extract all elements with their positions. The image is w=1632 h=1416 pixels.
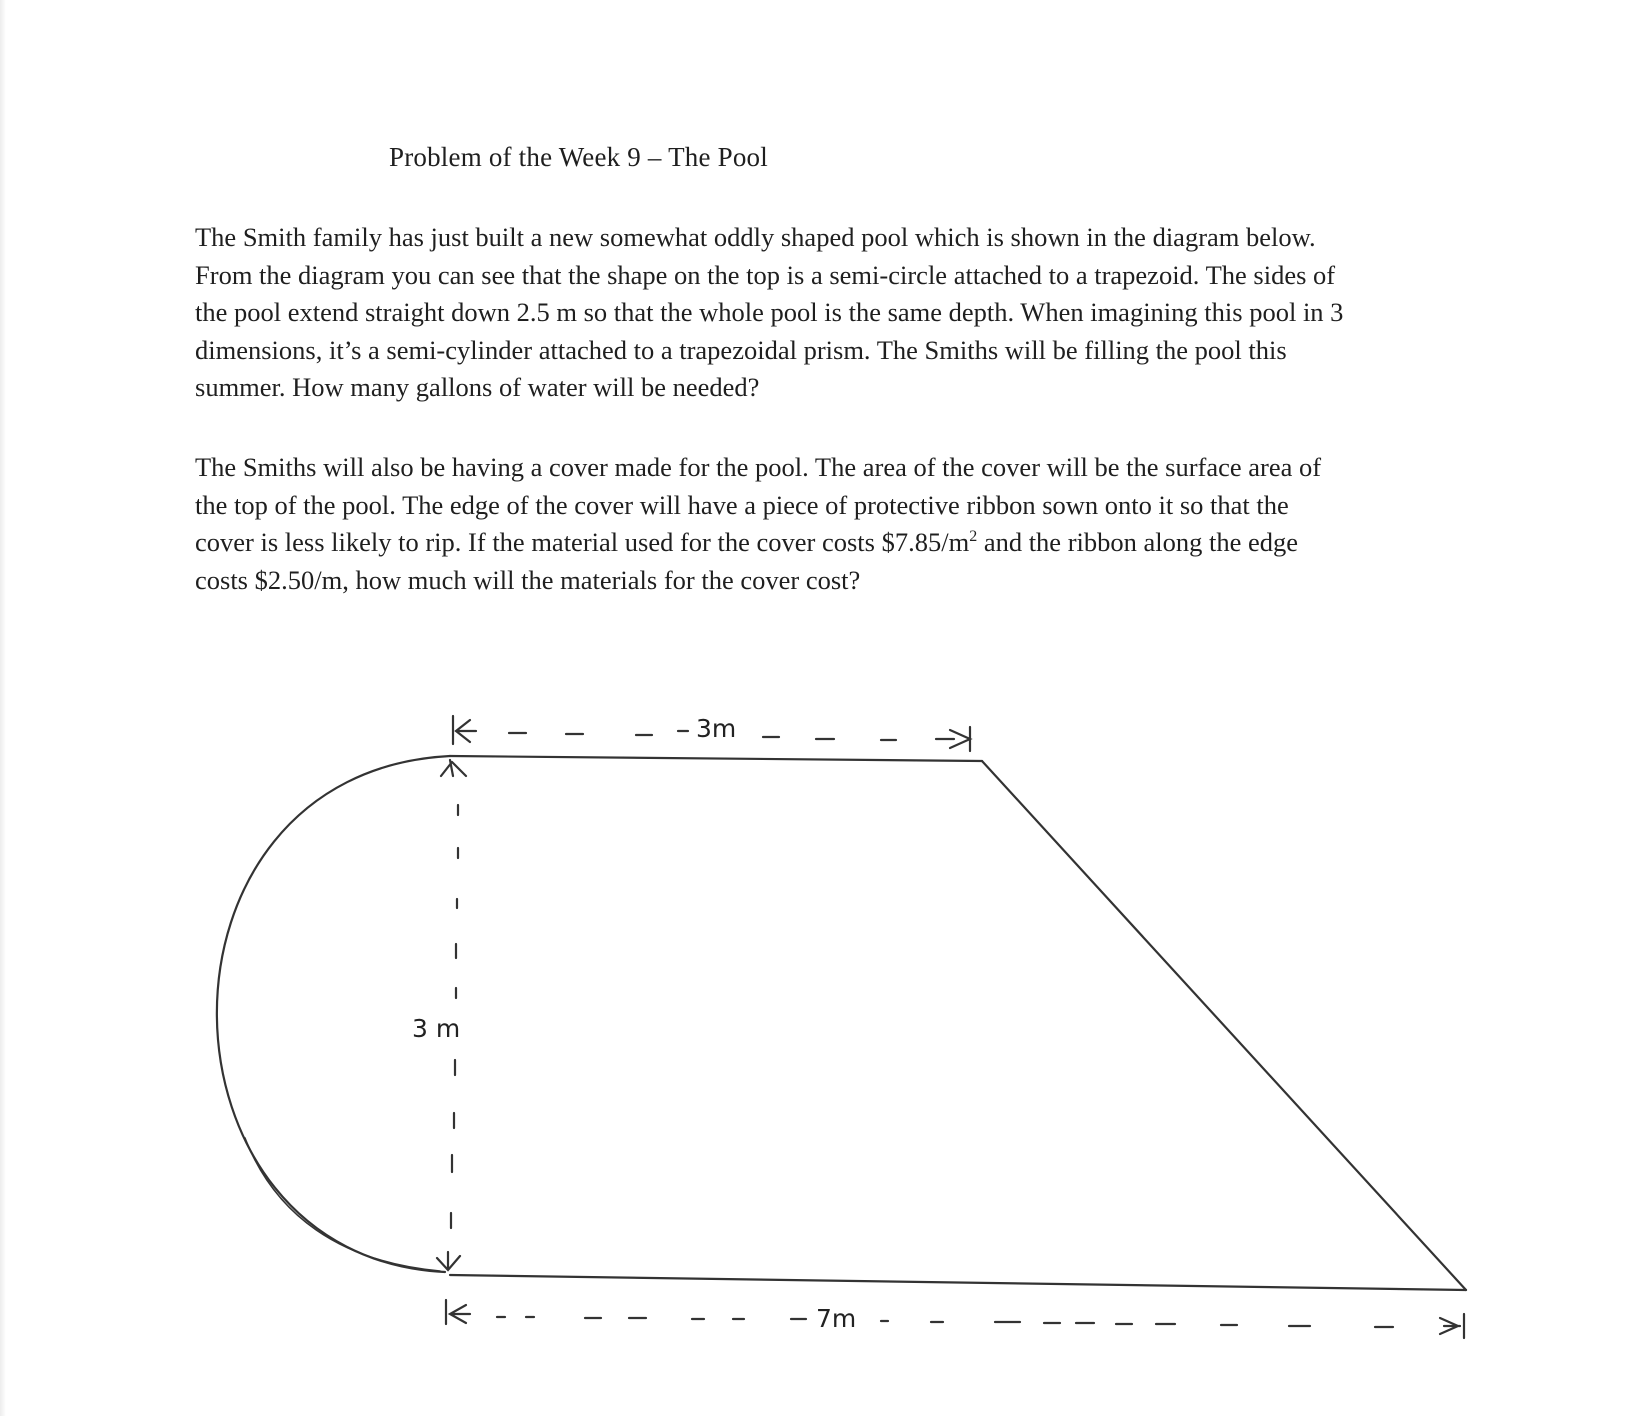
side-dimension-label: 3 m bbox=[412, 1014, 461, 1043]
page-title: Problem of the Week 9 – The Pool bbox=[389, 142, 768, 172]
paragraph-line: dimensions, it’s a semi-cylinder attached to a trapezoidal prism. The Smiths will be filling the pool this bbox=[195, 334, 1287, 365]
pool-top-edge bbox=[450, 756, 982, 761]
bottom-right-arrow-icon bbox=[1440, 1314, 1464, 1338]
paragraph-line: The Smiths will also be having a cover made for the pool. The area of the cover will be the surface area of bbox=[195, 452, 1322, 482]
pool-semicircle-edge-overstroke bbox=[245, 1138, 440, 1271]
line-text: and the ribbon along the edge bbox=[977, 527, 1299, 557]
paragraph-line: the top of the pool. The edge of the cover will have a piece of protective ribbon sown onto it so that the bbox=[195, 489, 1289, 520]
side-bottom-arrow-icon bbox=[437, 1252, 460, 1270]
pool-bottom-edge bbox=[450, 1275, 1466, 1290]
bottom-dimension-label: 7m bbox=[816, 1304, 857, 1333]
paragraph-line: costs $2.50/m, how much will the materials for the cover cost? bbox=[195, 564, 861, 595]
bottom-dimension-line bbox=[446, 1300, 1464, 1338]
top-dimension-label: 3m bbox=[696, 714, 737, 743]
superscript: 2 bbox=[969, 528, 978, 546]
pool-slanted-edge bbox=[982, 761, 1466, 1290]
paragraph-line: the pool extend straight down 2.5 m so that the whole pool is the same depth. When imagining this pool in 3 bbox=[195, 297, 1344, 327]
paragraph-line: The Smith family has just built a new somewhat oddly shaped pool which is shown in the diagram below. bbox=[195, 222, 1316, 252]
bottom-left-stopper-icon bbox=[446, 1300, 470, 1324]
top-left-stopper-icon bbox=[453, 716, 476, 744]
side-top-arrow-icon bbox=[441, 760, 466, 776]
paragraph-line: From the diagram you can see that the shape on the top is a semi-circle attached to a trapezoid. The sides of bbox=[195, 259, 1336, 290]
paragraph-line: summer. How many gallons of water will be needed? bbox=[195, 372, 760, 402]
line-text: cover is less likely to rip. If the material used for the cover costs $7.85/m bbox=[195, 527, 970, 557]
